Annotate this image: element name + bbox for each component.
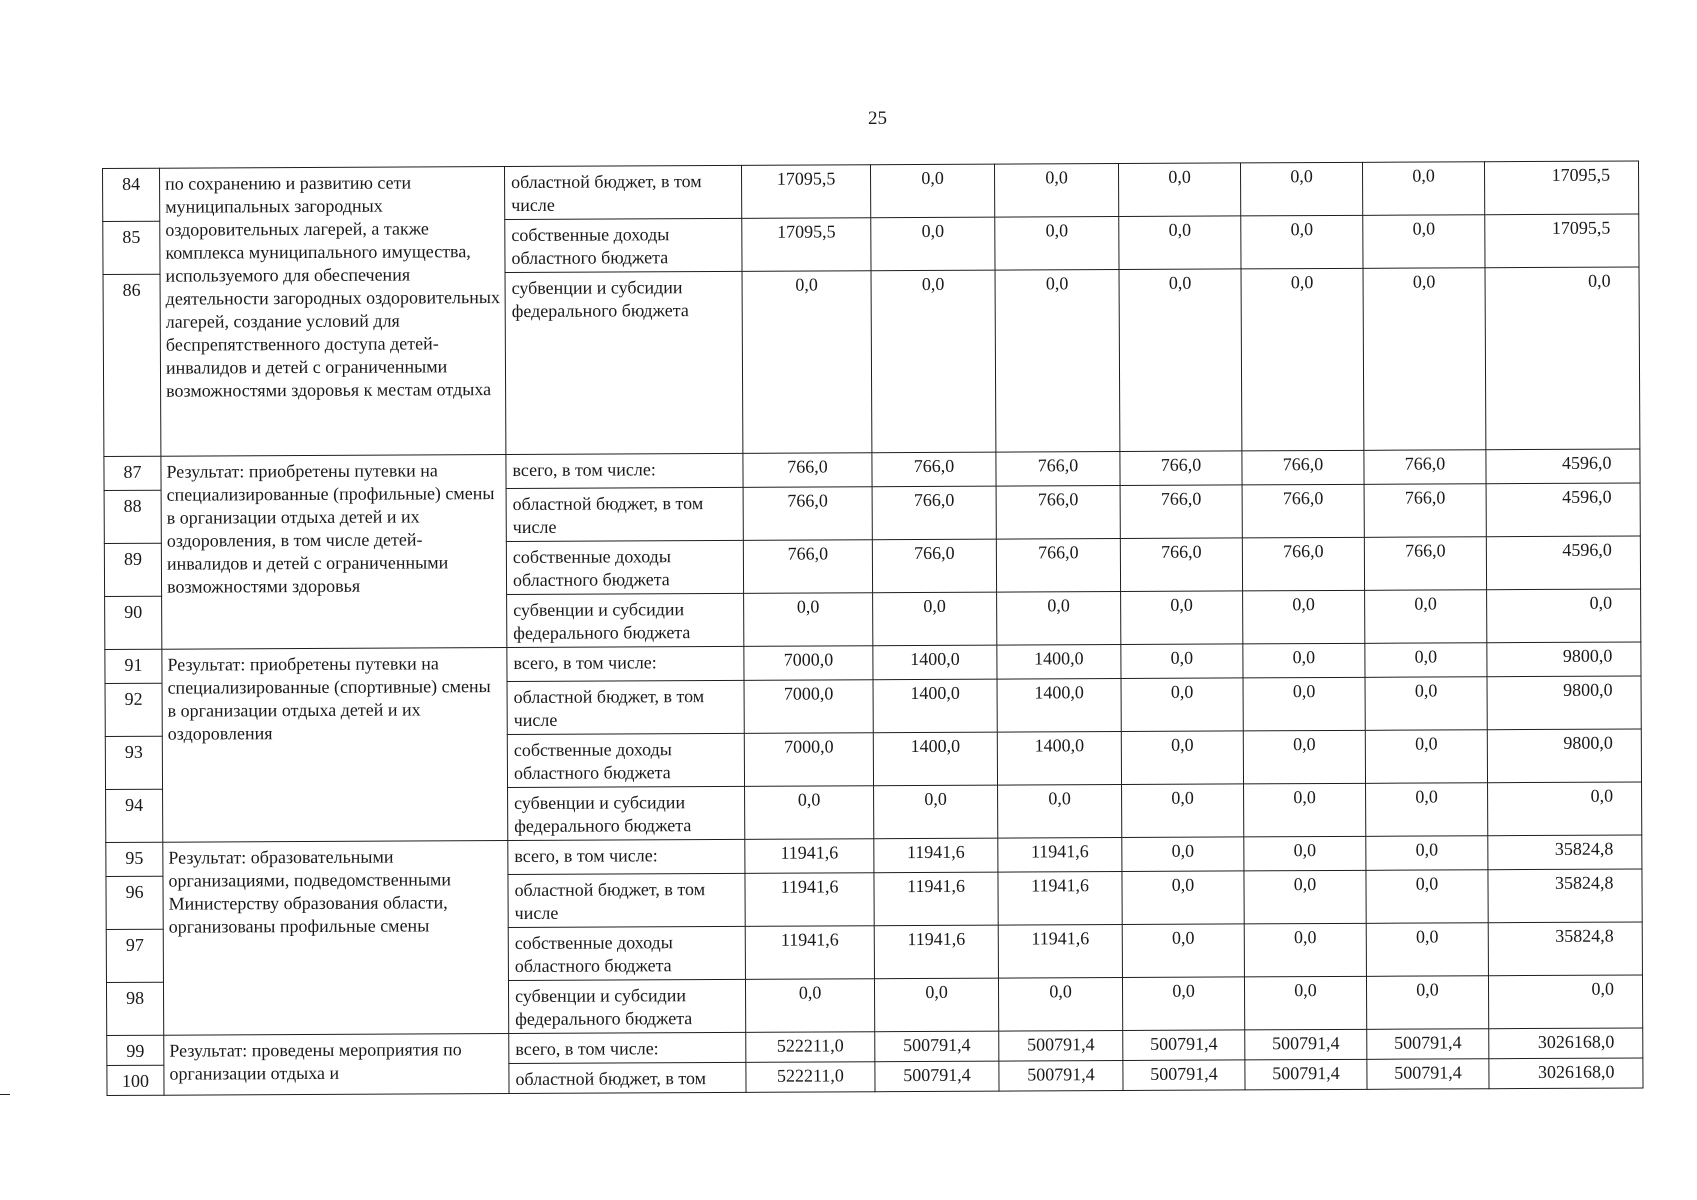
year-value-cell: 766,0 [996, 486, 1120, 540]
year-value-cell: 500791,4 [1123, 1030, 1245, 1061]
total-value-cell: 17095,5 [1484, 161, 1638, 215]
year-value-cell: 766,0 [872, 452, 996, 487]
year-value-cell: 0,0 [1121, 678, 1243, 732]
year-value-cell: 0,0 [1121, 731, 1243, 785]
funding-source-cell: областной бюджет, в том числе [506, 487, 743, 541]
funding-source-cell: собственные доходы областного бюджета [505, 218, 742, 272]
year-value-cell: 0,0 [745, 786, 874, 840]
funding-source-cell: субвенции и субсидии федерального бюджета [505, 271, 743, 454]
year-value-cell: 0,0 [1240, 162, 1362, 216]
funding-source-cell: субвенции и субсидии федерального бюджета [508, 979, 745, 1033]
year-value-cell: 522211,0 [746, 1062, 875, 1093]
year-value-cell: 17095,5 [741, 165, 870, 219]
year-value-cell: 1400,0 [997, 645, 1121, 680]
row-number-cell: 96 [106, 876, 163, 929]
result-description-cell: Результат: приобретены путевки на специализированные (спортивные) смены в организации отдыха детей и их оздоровления [162, 648, 508, 843]
result-description-cell: по сохранению и развитию сети муниципальных загородных оздоровительных лагерей, а также комплекса муниципального имущества, используемого для обеспечения деятельности загородных оздоровительных лагерей, создание условий для беспрепятственного доступа детей-инвалидов и детей с ограниченными возможностями здоровья к местам отдыха [160, 167, 506, 457]
row-number-cell: 92 [105, 683, 162, 736]
year-value-cell: 1400,0 [997, 679, 1121, 733]
year-value-cell: 500791,4 [999, 1031, 1123, 1062]
total-value-cell: 35824,8 [1488, 922, 1642, 976]
year-value-cell: 0,0 [1243, 730, 1365, 784]
funding-source-cell: собственные доходы областного бюджета [508, 926, 745, 980]
row-number-cell: 95 [106, 842, 163, 876]
year-value-cell: 11941,6 [874, 838, 998, 873]
year-value-cell: 0,0 [1122, 924, 1244, 978]
year-value-cell: 11941,6 [998, 872, 1122, 926]
result-description-cell: Результат: образовательными организациями, подведомственными Министерству образования области, организованы профильные смены [163, 841, 509, 1036]
row-number-cell: 98 [106, 982, 163, 1035]
total-value-cell: 0,0 [1487, 589, 1641, 643]
year-value-cell: 0,0 [1363, 268, 1486, 451]
row-number-cell: 93 [105, 736, 162, 789]
row-number-cell: 89 [104, 543, 161, 596]
year-value-cell: 1400,0 [873, 645, 997, 680]
year-value-cell: 766,0 [996, 452, 1120, 487]
row-number-cell: 86 [103, 274, 161, 456]
total-value-cell: 0,0 [1488, 975, 1642, 1029]
funding-source-cell: собственные доходы областного бюджета [506, 540, 743, 594]
year-value-cell: 11941,6 [745, 873, 874, 927]
year-value-cell: 0,0 [1122, 837, 1244, 872]
total-value-cell: 35824,8 [1488, 869, 1642, 923]
year-value-cell: 0,0 [742, 271, 872, 454]
total-value-cell: 35824,8 [1488, 835, 1642, 870]
year-value-cell: 0,0 [1118, 163, 1240, 217]
table-row [103, 161, 1639, 222]
funding-source-cell: всего, в том числе: [506, 453, 743, 488]
year-value-cell: 766,0 [1120, 451, 1242, 486]
year-value-cell: 1400,0 [997, 732, 1121, 786]
row-number-cell: 84 [103, 168, 160, 221]
year-value-cell: 766,0 [743, 453, 872, 488]
row-number-cell: 97 [106, 929, 163, 982]
year-value-cell: 0,0 [1366, 783, 1488, 837]
row-number-cell: 88 [104, 490, 161, 543]
year-value-cell: 0,0 [1241, 268, 1364, 451]
year-value-cell: 0,0 [1363, 215, 1485, 269]
year-value-cell: 17095,5 [742, 218, 871, 272]
row-number-cell: 87 [104, 456, 161, 490]
year-value-cell: 766,0 [743, 487, 872, 541]
year-value-cell: 0,0 [995, 270, 1120, 453]
result-description-cell: Результат: проведены мероприятия по организации отдыха и [164, 1034, 509, 1096]
year-value-cell: 0,0 [1122, 784, 1244, 838]
funding-source-cell: собственные доходы областного бюджета [507, 733, 744, 787]
funding-source-cell: областной бюджет, в том [509, 1062, 746, 1093]
year-value-cell: 500791,4 [1245, 1059, 1367, 1090]
year-value-cell: 0,0 [744, 593, 873, 647]
row-number-cell: 90 [105, 596, 162, 649]
funding-source-cell: субвенции и субсидии федерального бюджета [507, 593, 744, 647]
year-value-cell: 0,0 [998, 785, 1122, 839]
funding-source-cell: субвенции и субсидии федерального бюджета [508, 786, 745, 840]
year-value-cell: 0,0 [1366, 976, 1488, 1030]
year-value-cell: 0,0 [1122, 871, 1244, 925]
page-number: 25 [868, 108, 887, 129]
budget-table-container [102, 160, 1643, 1095]
total-value-cell: 4596,0 [1486, 536, 1640, 590]
year-value-cell: 7000,0 [744, 680, 873, 734]
year-value-cell: 500791,4 [999, 1061, 1123, 1092]
year-value-cell: 0,0 [873, 592, 997, 646]
total-value-cell: 9800,0 [1487, 642, 1641, 677]
year-value-cell: 1400,0 [873, 732, 997, 786]
year-value-cell: 7000,0 [744, 646, 873, 681]
year-value-cell: 11941,6 [874, 872, 998, 926]
total-value-cell: 3026168,0 [1489, 1028, 1643, 1059]
year-value-cell: 1400,0 [873, 679, 997, 733]
year-value-cell: 0,0 [1366, 923, 1488, 977]
funding-source-cell: всего, в том числе: [509, 1032, 746, 1063]
total-value-cell: 4596,0 [1486, 483, 1640, 537]
funding-source-cell: областной бюджет, в том числе [508, 873, 745, 927]
year-value-cell: 0,0 [1243, 643, 1365, 678]
year-value-cell: 7000,0 [744, 733, 873, 787]
budget-table [102, 160, 1644, 1096]
row-number-cell: 85 [103, 221, 160, 274]
funding-source-cell: областной бюджет, в том числе [504, 165, 741, 219]
year-value-cell: 11941,6 [745, 839, 874, 874]
total-value-cell: 9800,0 [1487, 729, 1641, 783]
year-value-cell: 0,0 [871, 270, 996, 453]
total-value-cell: 9800,0 [1487, 676, 1641, 730]
row-number-cell: 99 [107, 1035, 164, 1065]
year-value-cell: 0,0 [1244, 923, 1366, 977]
year-value-cell: 11941,6 [998, 838, 1122, 873]
year-value-cell: 766,0 [1364, 484, 1486, 538]
row-number-cell: 100 [107, 1065, 164, 1095]
year-value-cell: 500791,4 [1245, 1029, 1367, 1060]
year-value-cell: 766,0 [1120, 485, 1242, 539]
year-value-cell: 0,0 [997, 592, 1121, 646]
funding-source-cell: всего, в том числе: [507, 646, 744, 681]
year-value-cell: 0,0 [1122, 977, 1244, 1031]
year-value-cell: 766,0 [1242, 450, 1364, 485]
year-value-cell: 0,0 [1362, 162, 1484, 216]
year-value-cell: 0,0 [745, 979, 874, 1033]
year-value-cell: 766,0 [1242, 484, 1364, 538]
year-value-cell: 500791,4 [1367, 1029, 1489, 1060]
total-value-cell: 17095,5 [1485, 214, 1639, 268]
year-value-cell: 11941,6 [745, 926, 874, 980]
total-value-cell: 3026168,0 [1489, 1058, 1643, 1089]
year-value-cell: 11941,6 [998, 925, 1122, 979]
total-value-cell: 0,0 [1488, 782, 1642, 836]
row-number-cell: 94 [106, 789, 163, 842]
year-value-cell: 0,0 [1365, 730, 1487, 784]
budget-table-body [103, 161, 1644, 1095]
year-value-cell: 500791,4 [875, 1061, 999, 1092]
year-value-cell: 500791,4 [1123, 1060, 1245, 1091]
year-value-cell: 0,0 [874, 785, 998, 839]
year-value-cell: 0,0 [1366, 870, 1488, 924]
year-value-cell: 0,0 [1243, 590, 1365, 644]
year-value-cell: 766,0 [872, 539, 996, 593]
year-value-cell: 0,0 [1365, 590, 1487, 644]
year-value-cell: 0,0 [1241, 215, 1363, 269]
year-value-cell: 0,0 [874, 978, 998, 1032]
year-value-cell: 0,0 [1243, 677, 1365, 731]
year-value-cell: 0,0 [1119, 269, 1242, 452]
total-value-cell: 4596,0 [1486, 449, 1640, 484]
year-value-cell: 0,0 [871, 217, 995, 271]
year-value-cell: 0,0 [995, 217, 1119, 271]
year-value-cell: 0,0 [870, 164, 994, 218]
year-value-cell: 0,0 [1366, 836, 1488, 871]
year-value-cell: 11941,6 [874, 925, 998, 979]
year-value-cell: 0,0 [1244, 976, 1366, 1030]
result-description-cell: Результат: приобретены путевки на специализированные (профильные) смены в организации отдыха детей и их оздоровления, в том числе детей-инвалидов и детей с ограниченными возможностями здоровья [161, 455, 507, 650]
year-value-cell: 0,0 [998, 978, 1122, 1032]
year-value-cell: 0,0 [994, 164, 1118, 218]
year-value-cell: 766,0 [1364, 450, 1486, 485]
year-value-cell: 0,0 [1244, 783, 1366, 837]
year-value-cell: 0,0 [1365, 643, 1487, 678]
year-value-cell: 0,0 [1244, 870, 1366, 924]
year-value-cell: 766,0 [1120, 538, 1242, 592]
year-value-cell: 0,0 [1121, 591, 1243, 645]
year-value-cell: 500791,4 [875, 1031, 999, 1062]
year-value-cell: 766,0 [743, 540, 872, 594]
year-value-cell: 766,0 [1364, 537, 1486, 591]
funding-source-cell: всего, в том числе: [508, 839, 745, 874]
year-value-cell: 0,0 [1365, 677, 1487, 731]
funding-source-cell: областной бюджет, в том числе [507, 680, 744, 734]
year-value-cell: 0,0 [1119, 216, 1241, 270]
margin-mark [0, 1094, 10, 1095]
year-value-cell: 0,0 [1121, 644, 1243, 679]
year-value-cell: 766,0 [872, 486, 996, 540]
row-number-cell: 91 [105, 649, 162, 683]
year-value-cell: 522211,0 [746, 1032, 875, 1063]
total-value-cell: 0,0 [1485, 267, 1640, 450]
year-value-cell: 766,0 [996, 539, 1120, 593]
year-value-cell: 766,0 [1242, 537, 1364, 591]
year-value-cell: 500791,4 [1367, 1059, 1489, 1090]
year-value-cell: 0,0 [1244, 836, 1366, 871]
